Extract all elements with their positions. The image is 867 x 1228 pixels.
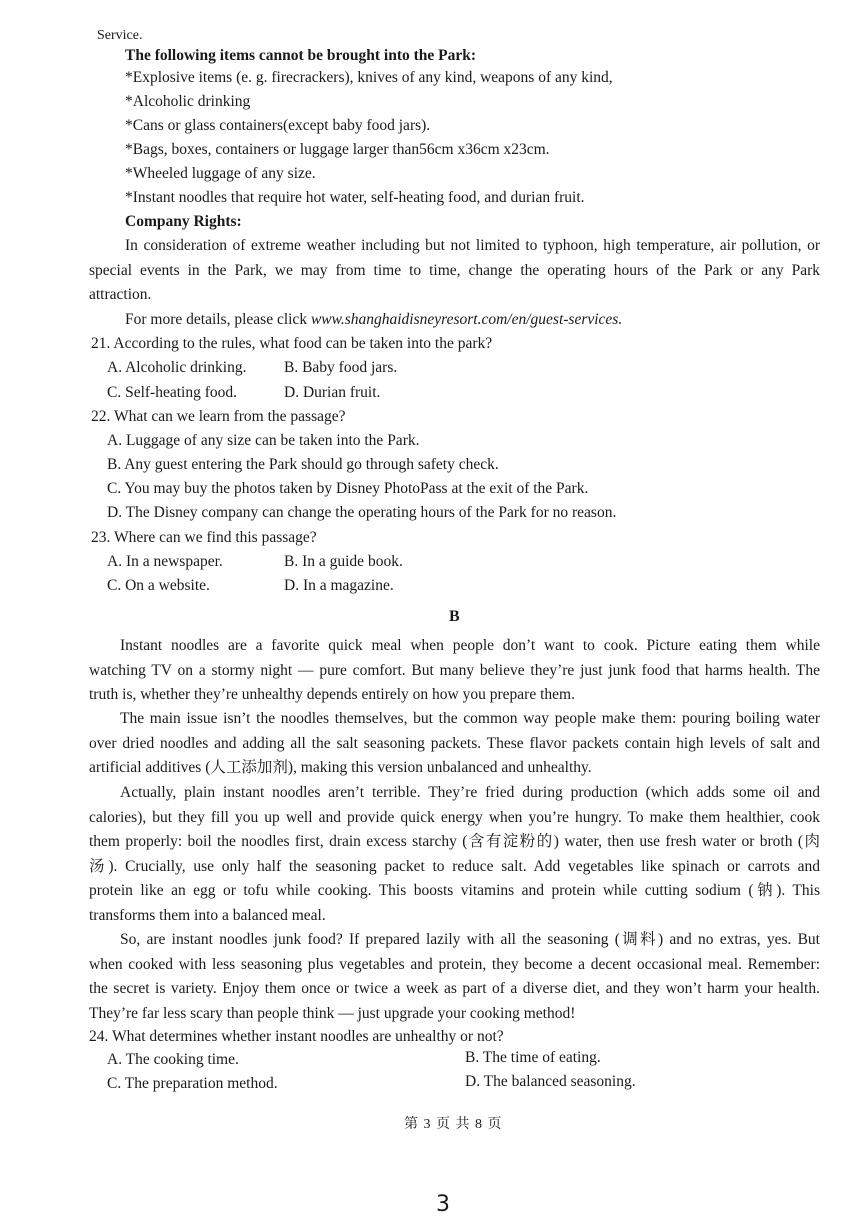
passage-line: them properly: boil the noodles first, drain excess starchy (含有淀粉的) water, then use fresh water or broth (肉 [89, 833, 820, 850]
prohibited-item: *Explosive items (e. g. firecrackers), knives of any kind, weapons of any kind, [125, 69, 613, 86]
question-stem: 24. What determines whether instant noodles are unhealthy or not? [89, 1028, 504, 1045]
question-stem: 22. What can we learn from the passage? [91, 408, 346, 425]
more-details [125, 308, 622, 333]
passage-line: artificial additives (人工添加剂), making this version unbalanced and unhealthy. [89, 759, 592, 776]
more-details-prefix: For more details, please click [125, 311, 311, 328]
option: B. The time of eating. [465, 1049, 601, 1066]
option: B. In a guide book. [284, 553, 403, 570]
passage-line: over dried noodles and adding all the salt seasoning packets. These flavor packets contain high levels of salt and [89, 734, 820, 752]
prohibited-heading: The following items cannot be brought into the Park: [125, 47, 477, 64]
page-number: 3 [436, 1192, 450, 1217]
page-label: 第 3 页 共 8 页 [404, 1117, 503, 1132]
passage-line: So, are instant noodles junk food? If prepared lazily with all the seasoning (调料) and no extras, yes. But [120, 931, 820, 948]
option: D. The balanced seasoning. [465, 1073, 636, 1090]
option: C. You may buy the photos taken by Disney PhotoPass at the exit of the Park. [107, 480, 589, 497]
option: D. Durian fruit. [284, 384, 381, 401]
passage-line: protein like an egg or tofu while cooking. This boosts vitamins and protein while cutting sodium (钠). This [89, 882, 820, 899]
option: B. Baby food jars. [284, 359, 398, 376]
option: A. In a newspaper. [107, 553, 223, 570]
option: C. The preparation method. [107, 1075, 278, 1092]
passage-line: The main issue isn’t the noodles themselves, but the common way people make them: pouring boiling water [120, 710, 820, 727]
passage-line: They’re far less scary than people think — just upgrade your cooking method! [89, 1004, 576, 1022]
prohibited-item: *Bags, boxes, containers or luggage larger than56cm x36cm x23cm. [125, 141, 550, 158]
section-label: B [449, 608, 460, 625]
prohibited-item: *Wheeled luggage of any size. [125, 165, 316, 182]
option [107, 381, 237, 406]
option: A. Alcoholic drinking. [107, 359, 247, 376]
passage-line: when cooked with less seasoning plus vegetables and protein, they become a decent occasional meal. Remember: [89, 955, 820, 973]
option: A. The cooking time. [107, 1051, 239, 1068]
rights-paragraph [89, 234, 820, 308]
rights-line: In consideration of extreme weather including but not limited to typhoon, high temperature, air pollution, or [125, 237, 820, 254]
passage-line: transforms them into a balanced meal. [89, 906, 326, 924]
passage-paragraph [89, 928, 820, 1026]
passage-line: Instant noodles are a favorite quick meal when people don’t want to cook. Picture eating them while [120, 637, 820, 654]
option: D. The Disney company can change the operating hours of the Park for no reason. [107, 504, 617, 521]
option-text: C. Self-heating food. [107, 384, 238, 401]
passage-paragraph [89, 781, 820, 928]
prohibited-item: *Cans or glass containers(except baby food jars). [125, 117, 431, 134]
service-tail: Service. [97, 28, 143, 43]
rights-line: special events in the Park, we may from time to time, change the operating hours of the Park or any Park [89, 261, 820, 279]
passage-line: watching TV on a stormy night — pure comfort. But many believe they’re just junk food that harms health. The [89, 661, 820, 679]
option: B. Any guest entering the Park should go through safety check. [107, 456, 499, 473]
details-link[interactable]: www.shanghaidisneyresort.com/en/guest-services. [310, 311, 623, 328]
passage-line: 汤). Crucially, use only half the seasoning packet to reduce salt. Add vegetables like spinach or carrots and [89, 857, 820, 875]
option: A. Luggage of any size can be taken into the Park. [107, 432, 420, 449]
passage-line: Actually, plain instant noodles aren’t terrible. They’re fried during production (which adds some oil and [120, 784, 820, 801]
rights-heading: Company Rights: [125, 213, 242, 230]
rights-line: attraction. [89, 286, 152, 303]
question-stem: 23. Where can we find this passage? [91, 529, 317, 546]
passage-line: truth is, whether they’re unhealthy depends entirely on how you prepare them. [89, 686, 575, 703]
passage-line: calories), but they fill you up well and provide quick energy when you’re hungry. To make them healthier, cook [89, 808, 820, 826]
passage-paragraph [89, 634, 820, 708]
prohibited-item: *Instant noodles that require hot water, self-heating food, and durian fruit. [125, 189, 585, 206]
question-stem: 21. According to the rules, what food can be taken into the park? [91, 335, 493, 352]
option: D. In a magazine. [284, 577, 394, 594]
prohibited-item: *Alcoholic drinking [125, 93, 251, 110]
passage-paragraph [89, 707, 820, 781]
option: C. On a website. [107, 577, 210, 594]
passage-line: the secret is variety. Enjoy them once or twice a week as part of a diverse diet, and they won’t harm your health. [89, 980, 820, 997]
